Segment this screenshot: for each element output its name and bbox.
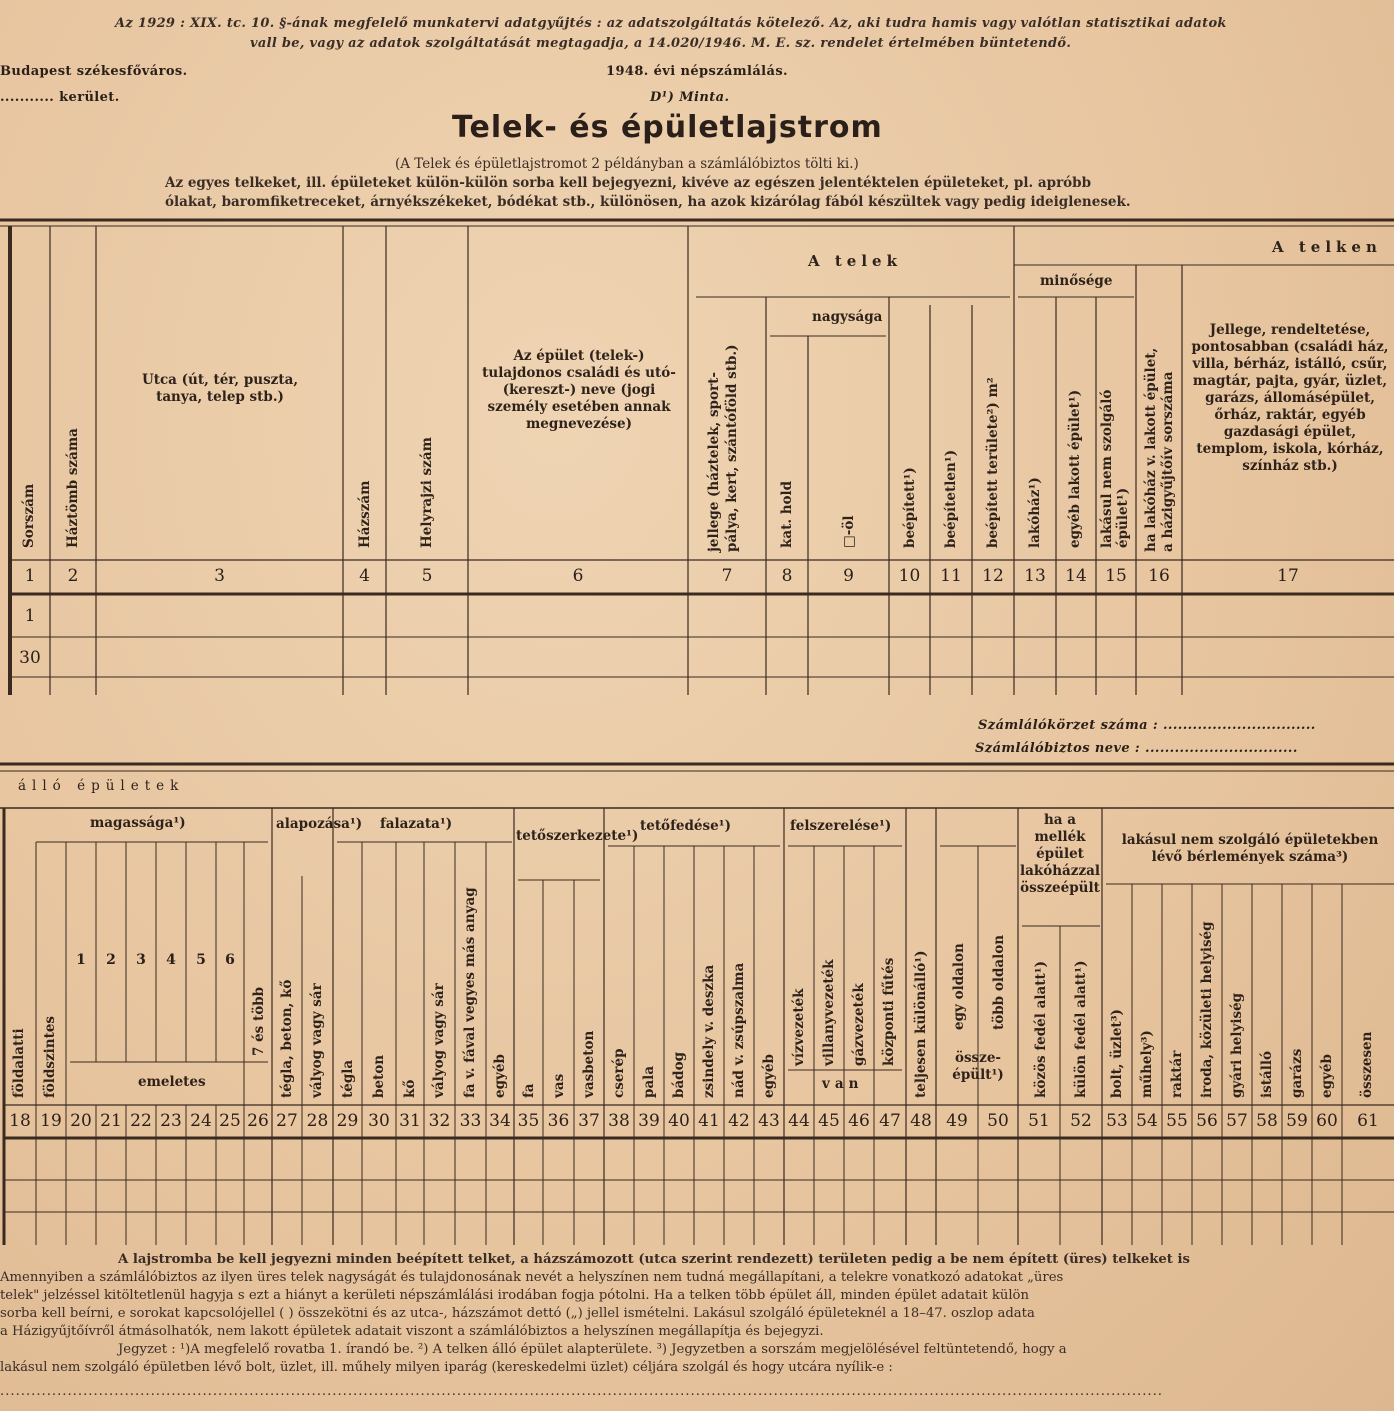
col-number-58: 58 xyxy=(1256,1111,1278,1131)
group-lakasul-nem-header: lakásul nem szolgáló épületekben lévő bérlemények száma³) xyxy=(1121,832,1379,865)
col-egyeb-berlemeny: egyéb xyxy=(1319,1054,1335,1098)
group-magassaga-header: magassága¹) xyxy=(90,815,186,831)
district-number-field[interactable]: Számlálókörzet száma : ............................... xyxy=(978,718,1316,733)
col-number-7: 7 xyxy=(721,566,733,586)
footer-paragraph-4: sorba kell beírni, e sorokat kapcsolójellel ( ) összekötni és az utca-, házszámot dettó („) jellel ismételni. Lakásul szolgáló épületeknél a 18–47. oszlop adata xyxy=(0,1306,1035,1321)
col-number-34: 34 xyxy=(489,1111,511,1131)
col-number-2: 2 xyxy=(67,566,79,586)
group-nagysaga-header: nagysága xyxy=(812,309,883,325)
col-tobb-oldalon: több oldalon xyxy=(991,934,1007,1030)
col-lakohaz: lakóház¹) xyxy=(1027,477,1043,548)
col-tegla: tégla xyxy=(340,1059,356,1098)
col-fa: fa xyxy=(521,1083,537,1098)
footer-paragraph-5: a Házigyűjtőívről átmásolhatók, nem lakott épületek adatait viszont a számlálóbiztos a helyszínen megállapítja és bejegyzi. xyxy=(0,1324,824,1339)
legal-notice-line2: vall be, vagy az adatok szolgáltatását megtagadja, a 14.020/1946. M. E. sz. rendelet értelmében büntetendő. xyxy=(250,36,1072,51)
col-number-44: 44 xyxy=(788,1111,810,1131)
col-number-17: 17 xyxy=(1277,566,1299,586)
col-number-31: 31 xyxy=(399,1111,421,1131)
col-foldszintes: földszintes xyxy=(42,1015,58,1098)
floor-6: 6 xyxy=(225,952,235,968)
col-number-24: 24 xyxy=(190,1111,212,1131)
col-number-28: 28 xyxy=(306,1111,329,1131)
col-istallo: istálló xyxy=(1259,1051,1275,1098)
col-ha-lakohaz-2: a házigyűjtőív sorszáma xyxy=(1160,371,1176,552)
col-number-49: 49 xyxy=(946,1111,968,1131)
footer-paragraph-2: Amennyiben a számlálóbiztos az ilyen üres telek nagyságát és tulajdonosának nevét a helyszínen nem tudná megállapítani, a telekre vonatkozó adatokat „üres xyxy=(0,1270,1064,1285)
col-tegla-beton-ko: tégla, beton, kő xyxy=(279,979,295,1098)
col-number-48: 48 xyxy=(910,1111,932,1131)
group-minosege-header: minősége xyxy=(1040,273,1113,289)
col-iroda: iroda, közületi helyiség xyxy=(1199,921,1215,1098)
sample-label: D¹) Minta. xyxy=(650,90,730,105)
group-tetofedese-header: tetőfedése¹) xyxy=(640,818,731,834)
col-villanyvezetek: villanyvezeték xyxy=(821,959,837,1066)
group-allo-header: álló épületek xyxy=(18,778,185,794)
instruction-line1: Az egyes telkeket, ill. épületeket külön-külön sorba kell bejegyezni, kivéve az egészen jelentéktelen épületeket, pl. apróbb xyxy=(165,175,1092,191)
col-gyari: gyári helyiség xyxy=(1229,992,1245,1098)
district-label: ........... kerület. xyxy=(0,90,120,105)
col-number-16: 16 xyxy=(1148,566,1170,586)
col-number-18: 18 xyxy=(9,1111,31,1131)
col-zsindely: zsindely v. deszka xyxy=(701,964,717,1098)
enumerator-name-field[interactable]: Számlálóbiztos neve : ............................... xyxy=(975,741,1298,756)
col-negyszogol: □-öl xyxy=(841,515,857,548)
col-raktar: raktár xyxy=(1169,1050,1185,1098)
col-beepitett: beépített¹) xyxy=(902,467,918,548)
col-number-37: 37 xyxy=(578,1111,600,1131)
col-vizvezetek: vízvezeték xyxy=(791,988,807,1066)
col-badog: bádog xyxy=(671,1051,687,1098)
census-label: 1948. évi népszámlálás. xyxy=(606,64,788,79)
col-number-29: 29 xyxy=(336,1111,359,1131)
col-garazs: garázs xyxy=(1289,1048,1305,1098)
group-felszerelese-header: felszerelése¹) xyxy=(790,818,892,834)
col-utca: Utca (út, tér, puszta, tanya, telep stb.) xyxy=(141,372,299,405)
col-number-46: 46 xyxy=(848,1111,870,1131)
col-hazszam: Házszám xyxy=(357,480,373,548)
col-beepitetlen: beépítetlen¹) xyxy=(943,449,959,548)
col-number-30: 30 xyxy=(368,1111,390,1131)
col-number-59: 59 xyxy=(1286,1111,1308,1131)
col-teljesen-kulonallo: teljesen különálló¹) xyxy=(913,950,929,1098)
floor-4: 4 xyxy=(166,952,176,968)
subtitle: (A Telek és épületlajstromot 2 példányban a számlálóbiztos tölti ki.) xyxy=(395,156,859,172)
col-pala: pala xyxy=(641,1065,657,1098)
col-number-8: 8 xyxy=(781,566,793,586)
col-muhely: műhely³) xyxy=(1139,1030,1155,1098)
col-valyog-vagy-sar: vályog vagy sár xyxy=(309,983,325,1098)
col-number-14: 14 xyxy=(1065,566,1087,586)
col-lakasul-nem: lakásul nem szolgáló xyxy=(1099,389,1115,548)
floor-3: 3 xyxy=(136,952,146,968)
col-cserep: cserép xyxy=(611,1048,627,1098)
col-number-57: 57 xyxy=(1226,1111,1248,1131)
col-nad: nád v. zsúpszalma xyxy=(731,962,747,1098)
col-egy-oldalon: egy oldalon xyxy=(951,943,967,1030)
col-jellege-2: pálya, kert, szántóföld stb.) xyxy=(724,344,740,552)
col-egyeb-falazat: egyéb xyxy=(492,1054,508,1098)
col-beton: beton xyxy=(371,1054,387,1098)
col-number-21: 21 xyxy=(100,1111,122,1131)
col-ko: kő xyxy=(402,1079,418,1098)
footer-paragraph-1: A lajstromba be kell jegyezni minden beépített telket, a házszámozott (utca szerint rendezett) területen pedig a be nem épített (üres) telkeket is xyxy=(118,1252,1190,1267)
group-telken-header: A telken xyxy=(1272,238,1382,256)
col-number-1: 1 xyxy=(24,566,36,586)
col-tulajdonos: Az épület (telek-) tulajdonos családi és utó- (kereszt-) neve (jogi személy esetében annak megnevezése) xyxy=(482,348,676,432)
col-number-51: 51 xyxy=(1028,1111,1050,1131)
city-label: Budapest székesfőváros. xyxy=(0,64,188,79)
col-lakasul-nem-2: épület¹) xyxy=(1115,487,1131,548)
col-number-22: 22 xyxy=(130,1111,152,1131)
col-number-40: 40 xyxy=(668,1111,690,1131)
col-ha-lakohaz: ha lakóház v. lakott épület, xyxy=(1143,347,1159,552)
col-number-41: 41 xyxy=(698,1111,720,1131)
emeletes-label: emeletes xyxy=(138,1074,206,1090)
col-sorszam: Sorszám xyxy=(21,483,37,548)
col-haztomb: Háztömb száma xyxy=(65,428,81,548)
col-number-54: 54 xyxy=(1136,1111,1158,1131)
col-vasbeton: vasbeton xyxy=(581,1030,597,1098)
osszeepult-label: össze-épült¹) xyxy=(952,1050,1004,1083)
col-bolt: bolt, üzlet³) xyxy=(1109,1009,1125,1098)
col-osszesen: összesen xyxy=(1359,1031,1375,1098)
row-label-1: 1 xyxy=(24,606,36,626)
floor-5: 5 xyxy=(196,952,206,968)
col-kozos-fedel: közös fedél alatt¹) xyxy=(1033,961,1049,1098)
col-egyeb-lakott: egyéb lakott épület¹) xyxy=(1067,389,1083,548)
footer-note: Jegyzet : ¹)A megfelelő rovatba 1. írandó be. ²) A telken álló épület alapterülete. ³) Jegyzetben a sorszám megjelölésével feltüntetendő, hogy a xyxy=(118,1342,1067,1357)
col-faval: fa v. fával vegyes más anyag xyxy=(462,887,478,1098)
col-number-25: 25 xyxy=(219,1111,241,1131)
col-number-61: 61 xyxy=(1357,1111,1379,1131)
col-number-53: 53 xyxy=(1106,1111,1128,1131)
col-number-52: 52 xyxy=(1070,1111,1092,1131)
col-number-6: 6 xyxy=(572,566,584,586)
col-epulet-jellege: Jellege, rendeltetése, pontosabban (családi ház, villa, bérház, istálló, csűr, magtár, pajta, gyár, üzlet, garázs, állomásépület, őrház, raktár, egyéb gazdasági épület, templom, iskola, kórház, színház stb.) xyxy=(1191,322,1389,474)
group-tetoszerkezete-header: tetőszerkezete¹) xyxy=(516,828,639,844)
floor-1: 1 xyxy=(76,952,86,968)
col-number-19: 19 xyxy=(40,1111,62,1131)
col-number-42: 42 xyxy=(728,1111,750,1131)
col-number-27: 27 xyxy=(276,1111,298,1131)
col-number-39: 39 xyxy=(638,1111,660,1131)
col-number-23: 23 xyxy=(160,1111,182,1131)
col-number-38: 38 xyxy=(608,1111,630,1131)
footer-paragraph-3: telek" jelzéssel kitöltetlenül hagyja s ezt a hiányt a kerületi népszámlálási irodában fogja pótolni. Ha a telken több épület áll, minden épület adatait külön xyxy=(0,1288,1029,1303)
col-valyog-sar: vályog vagy sár xyxy=(431,983,447,1098)
legal-notice-line1: Az 1929 : XIX. tc. 10. §-ának megfelelő munkatervi adatgyűjtés : az adatszolgáltatás kötelező. Az, aki tudra hamis vagy valótlan statisztikai adatok xyxy=(115,16,1227,31)
col-number-20: 20 xyxy=(70,1111,92,1131)
instruction-line2: ólakat, baromfiketreceket, árnyékszékeket, bódékat stb., különösen, ha azok kizárólag fából készültek vagy pedig ideiglenesek. xyxy=(165,194,1131,210)
col-number-47: 47 xyxy=(879,1111,901,1131)
footer-note-2: lakásul nem szolgáló épületben lévő bolt, üzlet, ill. műhely milyen iparág (kereskedelmi üzlet) céljára szolgál és hogy utcára nyílik-e : xyxy=(0,1360,893,1375)
col-number-55: 55 xyxy=(1166,1111,1188,1131)
col-egyeb-fedes: egyéb xyxy=(761,1054,777,1098)
col-number-56: 56 xyxy=(1196,1111,1218,1131)
col-number-13: 13 xyxy=(1024,566,1046,586)
col-number-35: 35 xyxy=(517,1111,540,1131)
col-beepitett-terulete: beépített területe²) m² xyxy=(985,377,1001,548)
col-number-50: 50 xyxy=(987,1111,1009,1131)
col-number-3: 3 xyxy=(214,566,225,586)
col-vas: vas xyxy=(551,1073,567,1098)
group-telek-header: A telek xyxy=(808,252,902,270)
col-number-12: 12 xyxy=(982,566,1004,586)
col-number-45: 45 xyxy=(818,1111,840,1131)
col-number-4: 4 xyxy=(359,566,370,586)
col-number-32: 32 xyxy=(428,1111,451,1131)
col-number-43: 43 xyxy=(758,1111,780,1131)
col-hetestobb: 7 és több xyxy=(251,986,267,1056)
col-number-36: 36 xyxy=(547,1111,570,1131)
col-number-60: 60 xyxy=(1316,1111,1338,1131)
col-number-9: 9 xyxy=(843,566,854,586)
group-ha-mellek-header: ha a mellék épület lakóházzal összeépült xyxy=(1020,812,1101,896)
row-label-30: 30 xyxy=(19,648,41,668)
footer-dotted-line[interactable]: ................................................................................................................................................................................................................................ xyxy=(0,1384,1163,1399)
group-falazata-header: falazata¹) xyxy=(380,816,453,832)
col-kozponti-futes: központi fűtés xyxy=(881,957,897,1066)
van-label: van xyxy=(822,1076,864,1092)
col-number-33: 33 xyxy=(459,1111,482,1131)
floor-2: 2 xyxy=(106,952,116,968)
col-kathold: kat. hold xyxy=(779,480,795,548)
page-title: Telek- és épületlajstrom xyxy=(452,110,883,145)
col-number-5: 5 xyxy=(421,566,433,586)
col-number-26: 26 xyxy=(247,1111,269,1131)
col-jellege: jellege (háztelek, sport- xyxy=(706,372,722,552)
col-gazvezetek: gázvezeték xyxy=(851,983,867,1066)
col-kulon-fedel: külön fedél alatt¹) xyxy=(1073,960,1089,1098)
col-fold-alatti: földalatti xyxy=(11,1028,27,1098)
col-helyrajzi: Helyrajzi szám xyxy=(419,437,435,548)
group-alapozasa-header: alapozása¹) xyxy=(276,816,363,832)
col-number-15: 15 xyxy=(1105,566,1127,586)
col-number-10: 10 xyxy=(898,566,921,586)
col-number-11: 11 xyxy=(940,566,962,586)
